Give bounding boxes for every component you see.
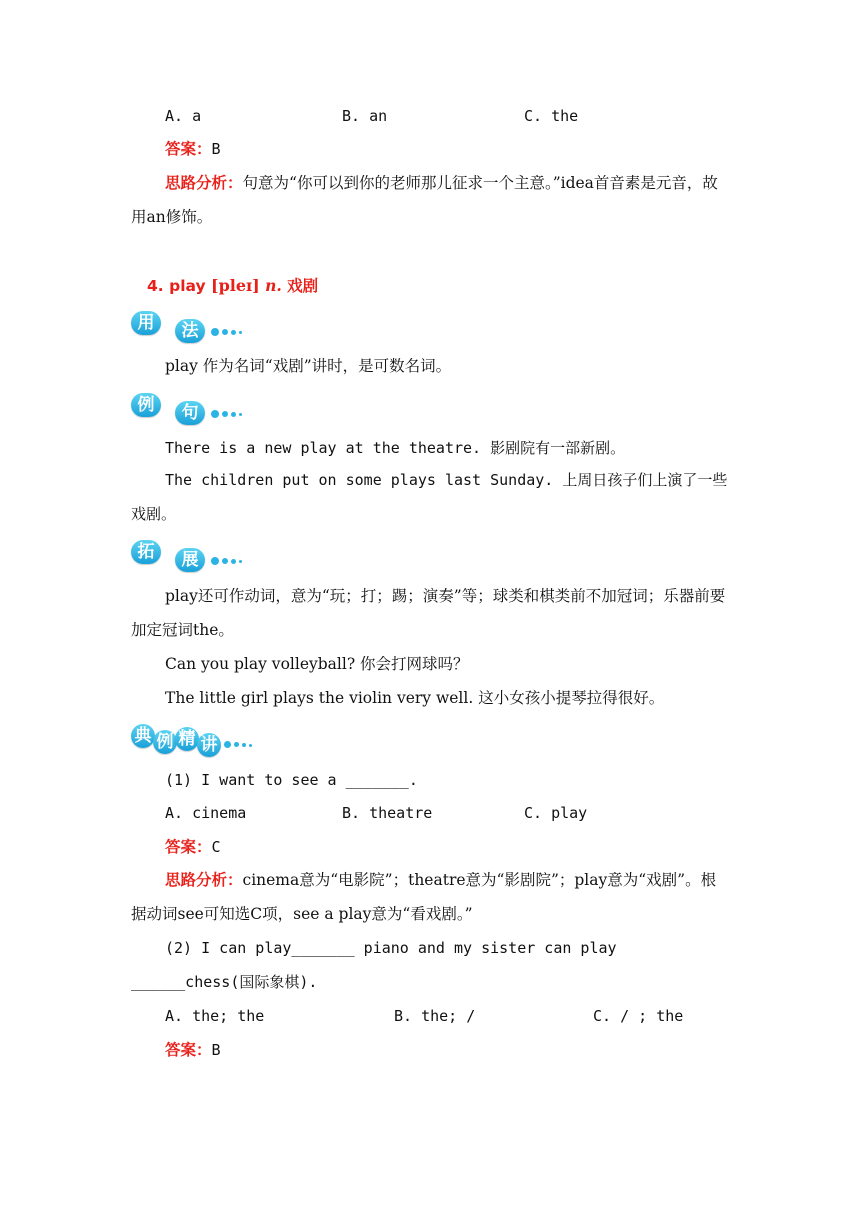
badge-char: 拓 [131, 540, 161, 564]
answer-value: B [211, 140, 221, 158]
analysis-paragraph [131, 167, 731, 234]
option-b: B. theatre [342, 804, 433, 822]
entry-phonetic: [pleɪ] [211, 276, 260, 295]
example-sentence: The children put on some plays last Sunday. 上周日孩子们上演了一些戏剧。 [131, 471, 728, 523]
badge-char: 精 [175, 727, 199, 751]
extension-badge-icon [131, 540, 261, 574]
badge-char: 讲 [197, 733, 221, 757]
option-b: B. an [342, 107, 388, 125]
answer-label: 答案： [165, 1041, 212, 1059]
badge-char: 法 [175, 319, 205, 343]
analysis-paragraph [131, 864, 731, 931]
badge-char: 句 [175, 401, 205, 425]
extension-example: Can you play volleyball? 你会打网球吗？ [165, 655, 469, 673]
answer-label: 答案： [165, 140, 212, 158]
analysis-label: 思路分析： [165, 871, 243, 889]
analysis-text: cinema意为“电影院”；theatre意为“影剧院”；play意为“戏剧”。根据动词see可知选C项，see a play意为“看戏剧。” [131, 871, 717, 923]
analysis-text: 句意为“你可以到你的老师那儿征求一个主意。”idea首音素是元音，故用an修饰。 [131, 174, 718, 226]
question-stem: (2) I can play_______ piano and my sister can play ______chess(国际象棋). [131, 939, 617, 991]
entry-heading [147, 274, 318, 296]
option-a: A. a [165, 107, 202, 125]
option-c: C. / ; the [593, 1007, 684, 1025]
option-b: B. the; / [394, 1007, 476, 1025]
badge-char: 例 [153, 730, 177, 754]
usage-text: play 作为名词“戏剧”讲时，是可数名词。 [165, 357, 452, 375]
option-a: A. the; the [165, 1007, 265, 1025]
question-stem: (1) I want to see a _______. [165, 771, 418, 789]
badge-char: 例 [131, 393, 161, 417]
answer-value: C [211, 838, 221, 856]
entry-pos: n. [265, 276, 282, 295]
answer-label: 答案： [165, 838, 212, 856]
badge-char: 用 [131, 311, 161, 335]
badge-char: 展 [175, 548, 205, 572]
answer-line [165, 1040, 221, 1060]
usage-badge-icon [131, 311, 261, 345]
examples-badge-icon [131, 393, 261, 427]
practice-badge-icon [131, 724, 261, 758]
extension-example: The little girl plays the violin very well. 这小女孩小提琴拉得很好。 [165, 689, 665, 707]
answer-line [165, 139, 221, 159]
option-c: C. play [524, 804, 588, 822]
option-c: C. the [524, 107, 579, 125]
answer-line [165, 837, 221, 857]
badge-char: 典 [131, 724, 155, 748]
entry-number: 4. [147, 277, 164, 295]
entry-meaning: 戏剧 [287, 277, 319, 295]
answer-value: B [211, 1041, 221, 1059]
option-a: A. cinema [165, 804, 247, 822]
example-sentence: There is a new play at the theatre. 影剧院有一部新剧。 [165, 439, 626, 457]
entry-word: play [169, 277, 206, 295]
analysis-label: 思路分析： [165, 174, 243, 192]
extension-text: play还可作动词，意为“玩；打；踢；演奏”等；球类和棋类前不加冠词；乐器前要加定冠词the。 [131, 587, 726, 639]
